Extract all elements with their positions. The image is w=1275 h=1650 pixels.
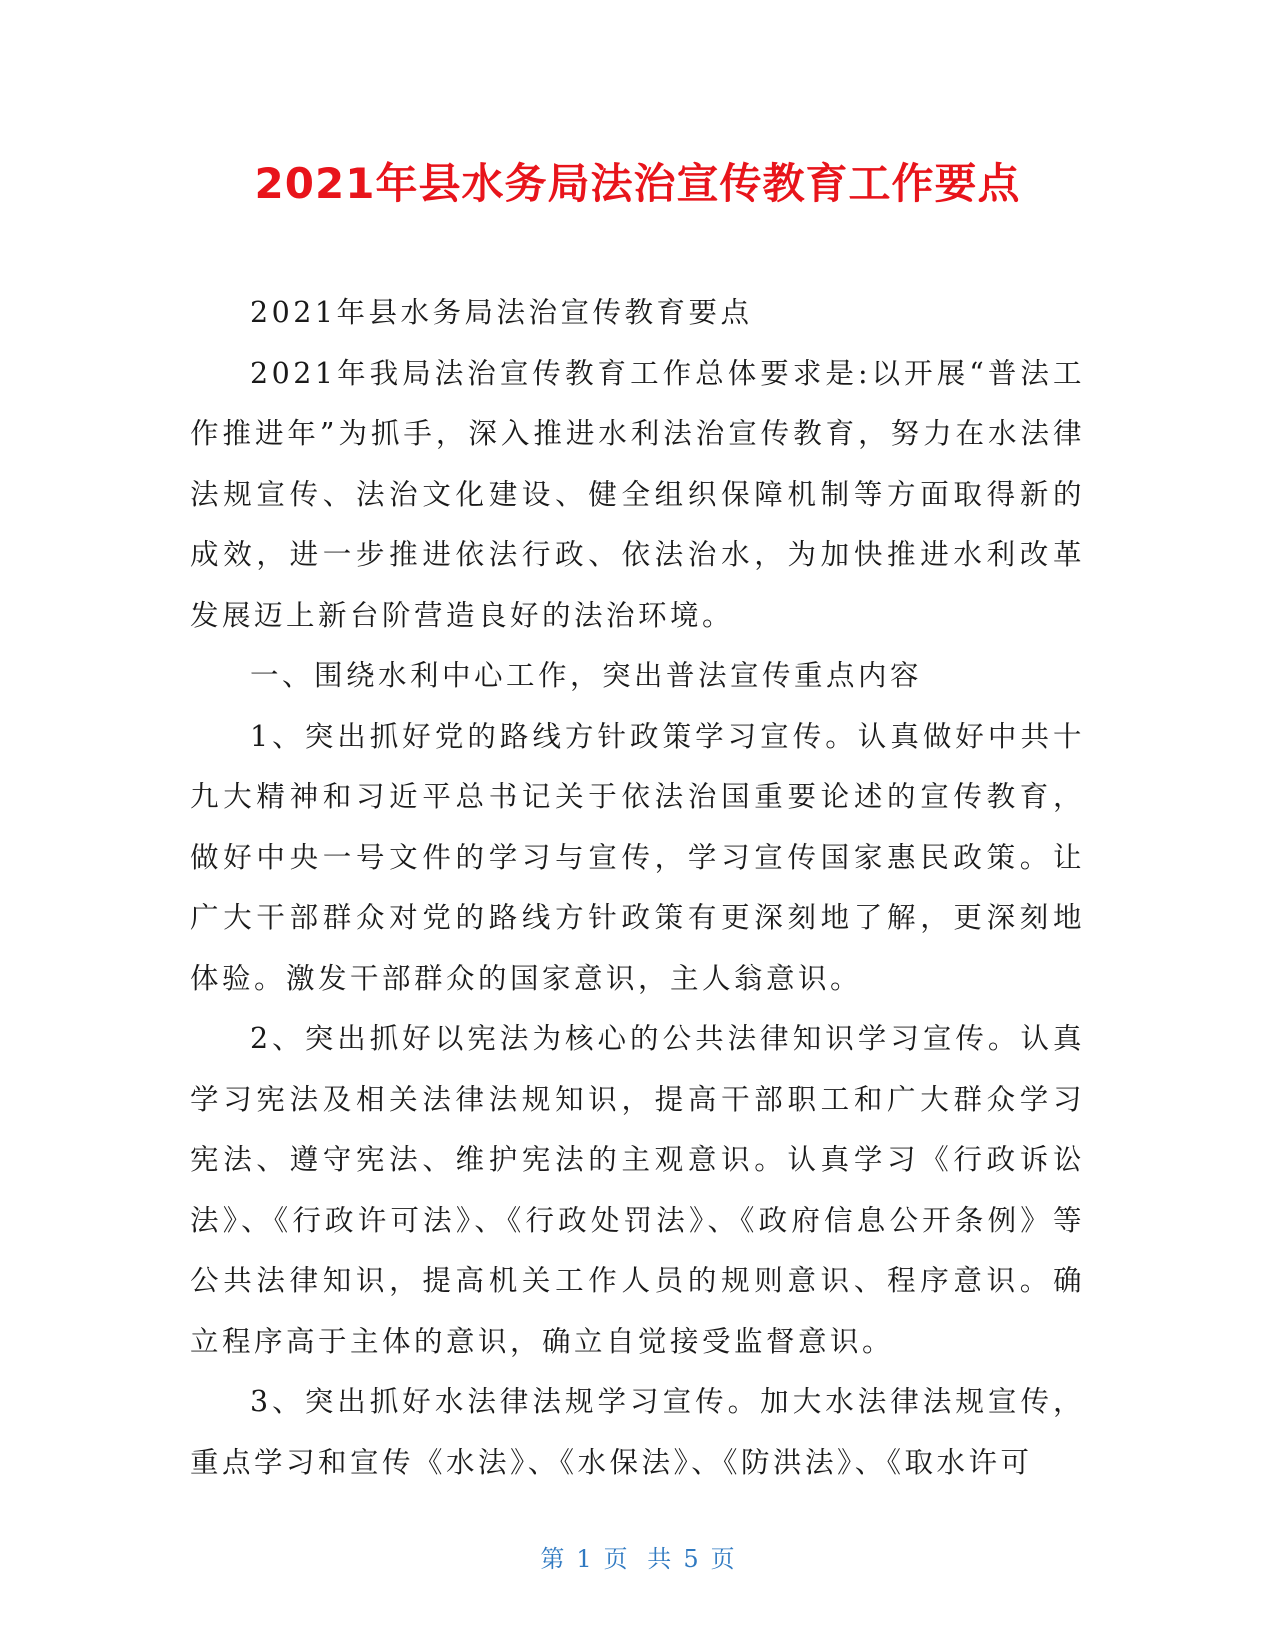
paragraph-overview: 2021年我局法治宣传教育工作总体要求是:以开展“普法工作推进年”为抓手，深入推进水利法治宣传教育，努力在水法律法规宣传、法治文化建设、健全组织保障机制等方面取得新的成效，进一步推进依法行政、依法治水，为加快推进水利改革发展迈上新台阶营造良好的法治环境。 xyxy=(190,356,1085,632)
document-body xyxy=(190,283,1085,1493)
footer-page-number: 1 xyxy=(576,1545,592,1573)
paragraph-subtitle: 2021年县水务局法治宣传教育要点 xyxy=(250,296,753,329)
paragraph-item-3: 3、突出抓好水法律法规学习宣传。加大水法律法规宣传，重点学习和宣传《水法》、《水保法》、《防洪法》、《取水许可 xyxy=(190,1385,1085,1479)
footer-prefix: 第 xyxy=(540,1545,565,1573)
paragraph-item-1: 1、突出抓好党的路线方针政策学习宣传。认真做好中共十九大精神和习近平总书记关于依法治国重要论述的宣传教育，做好中央一号文件的学习与宣传，学习宣传国家惠民政策。让广大干部群众对党的路线方针政策有更深刻地了解，更深刻地体验。激发干部群众的国家意识，主人翁意识。 xyxy=(190,719,1085,995)
footer-suffix: 页 xyxy=(710,1545,735,1573)
footer-total-pages: 5 xyxy=(683,1545,699,1573)
page-footer xyxy=(0,1544,1275,1574)
paragraph-item-2: 2、突出抓好以宪法为核心的公共法律知识学习宣传。认真学习宪法及相关法律法规知识，提高干部职工和广大群众学习宪法、遵守宪法、维护宪法的主观意识。认真学习《行政诉讼法》、《行政许可法》、《行政处罚法》、《政府信息公开条例》等公共法律知识，提高机关工作人员的规则意识、程序意识。确立程序高于主体的意识，确立自觉接受监督意识。 xyxy=(190,1022,1085,1358)
footer-mid: 页 共 xyxy=(603,1545,672,1573)
section-heading-1: 一、围绕水利中心工作，突出普法宣传重点内容 xyxy=(250,659,923,692)
document-title: 2021年县水务局法治宣传教育工作要点 xyxy=(254,159,1021,208)
